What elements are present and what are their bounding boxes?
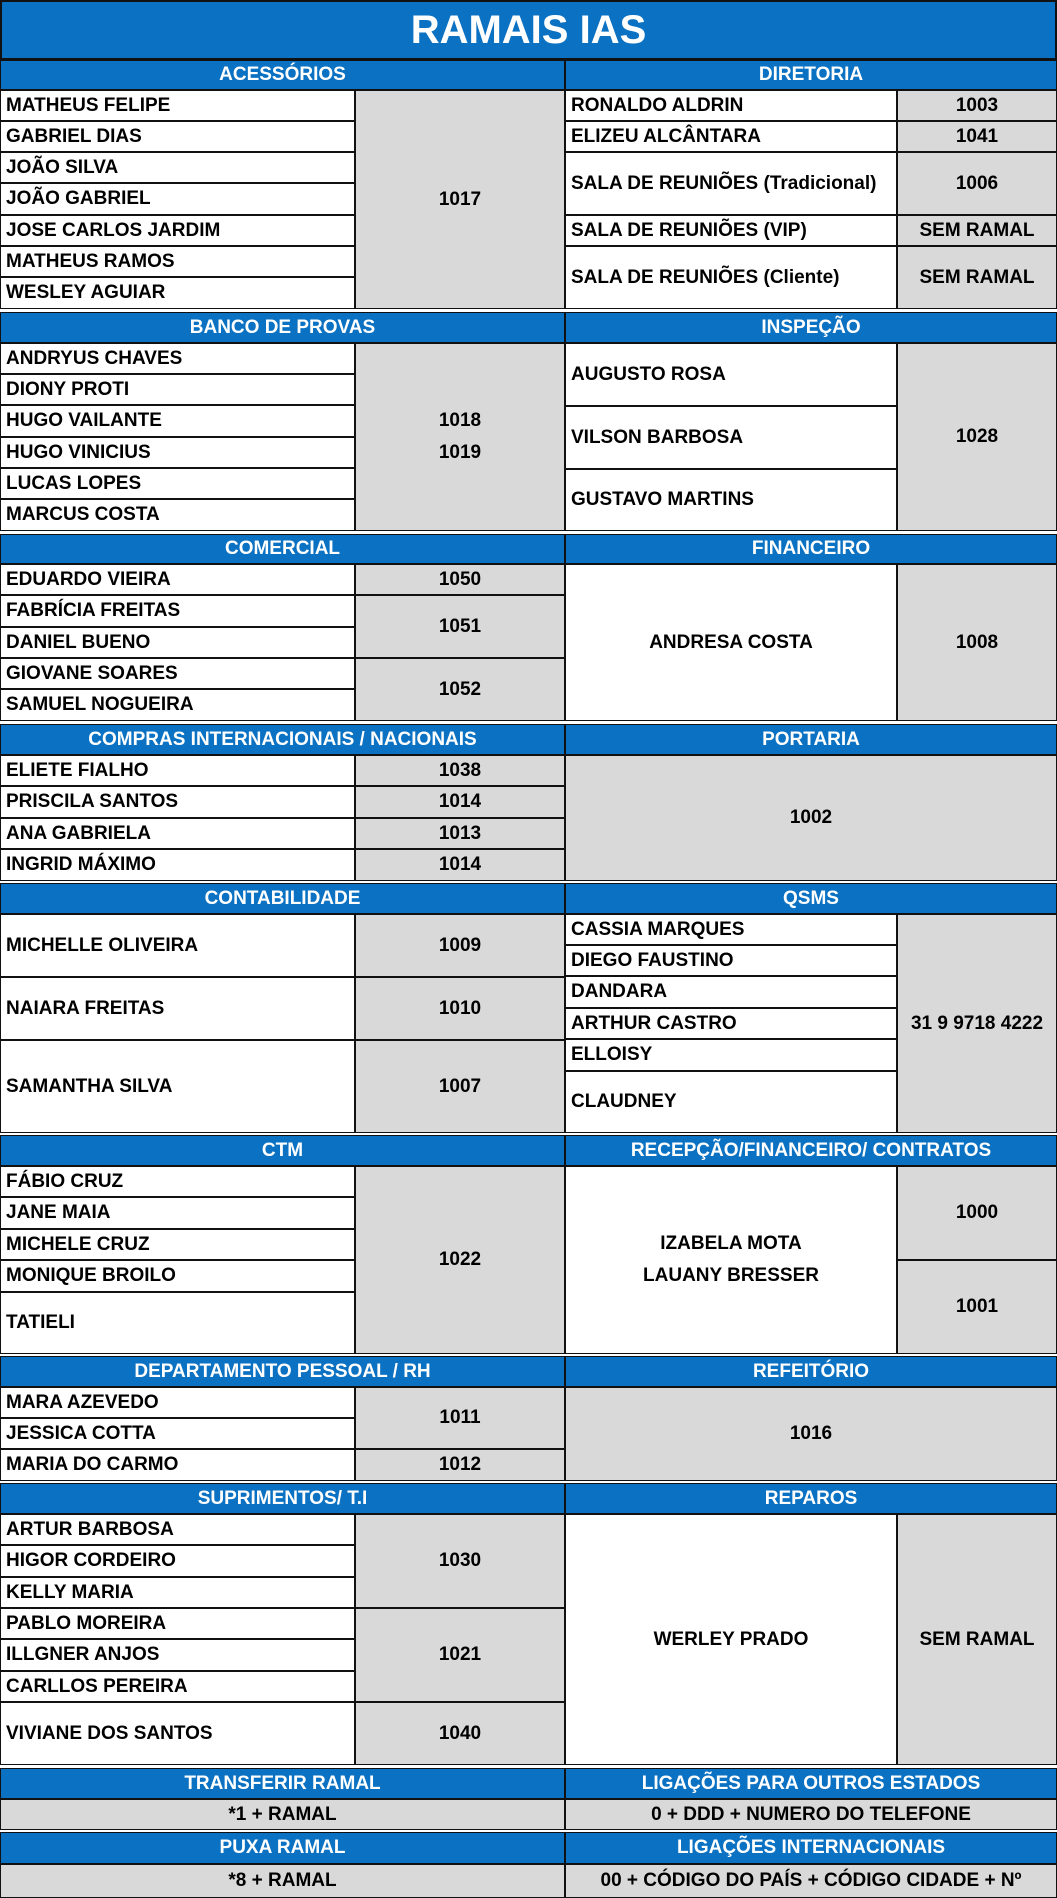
extension-number: 1002 [565, 755, 1057, 881]
employee-name: ELIETE FIALHO [0, 755, 355, 786]
employee-name: EDUARDO VIEIRA [0, 564, 355, 595]
footer-header-puxa-ramal: PUXA RAMAL [0, 1832, 565, 1864]
extension-number: 1050 [355, 564, 565, 595]
extension-number: 1040 [355, 1702, 565, 1765]
employee-name: ARTUR BARBOSA [0, 1514, 355, 1545]
extension-number: 1014 [355, 849, 565, 881]
section-header-reparos: REPAROS [565, 1483, 1057, 1514]
employee-name: MICHELLE OLIVEIRA [0, 914, 355, 977]
footer-instruction-puxa: *8 + RAMAL [0, 1864, 565, 1898]
extension-group [355, 343, 565, 531]
extension-number: 1017 [355, 90, 565, 309]
employee-name: ANA GABRIELA [0, 818, 355, 849]
employee-name: GUSTAVO MARTINS [565, 469, 897, 531]
employee-name: HUGO VAILANTE [0, 405, 355, 437]
employee-names [565, 1166, 897, 1354]
employee-name: PABLO MOREIRA [0, 1608, 355, 1639]
employee-name: INGRID MÁXIMO [0, 849, 355, 881]
employee-name: ARTHUR CASTRO [565, 1008, 897, 1039]
extension-number: 1000 [897, 1166, 1057, 1260]
employee-name: MARCUS COSTA [0, 499, 355, 531]
employee-name: DIONY PROTI [0, 374, 355, 405]
employee-name: JANE MAIA [0, 1197, 355, 1229]
section-header-dp-rh: DEPARTAMENTO PESSOAL / RH [0, 1356, 565, 1387]
footer-header-internacionais: LIGAÇÕES INTERNACIONAIS [565, 1832, 1057, 1864]
extension-number: SEM RAMAL [897, 246, 1057, 309]
footer-instruction-outros-estados: 0 + DDD + NUMERO DO TELEFONE [565, 1799, 1057, 1830]
employee-name: HUGO VINICIUS [0, 437, 355, 468]
extension-number: 1021 [355, 1608, 565, 1702]
employee-name: VILSON BARBOSA [565, 406, 897, 469]
extension-number: 1008 [897, 564, 1057, 721]
employee-name: RONALDO ALDRIN [565, 90, 897, 121]
extension-number: 1051 [355, 595, 565, 658]
employee-name: DIEGO FAUSTINO [565, 945, 897, 976]
employee-name: LAUANY BRESSER [643, 1265, 819, 1286]
room-name: SALA DE REUNIÕES (VIP) [565, 215, 897, 246]
employee-name: NAIARA FREITAS [0, 977, 355, 1040]
extension-number: 1041 [897, 121, 1057, 152]
footer-instruction-internacionais: 00 + CÓDIGO DO PAÍS + CÓDIGO CIDADE + Nº [565, 1864, 1057, 1898]
section-header-qsms: QSMS [565, 883, 1057, 914]
section-header-inspecao: INSPEÇÃO [565, 312, 1057, 343]
section-header-banco-de-provas: BANCO DE PROVAS [0, 312, 565, 343]
employee-name: LUCAS LOPES [0, 468, 355, 499]
page-title: RAMAIS IAS [0, 0, 1057, 60]
employee-name: ILLGNER ANJOS [0, 1639, 355, 1671]
employee-name: FÁBIO CRUZ [0, 1166, 355, 1197]
employee-name: MATHEUS RAMOS [0, 246, 355, 277]
section-header-diretoria: DIRETORIA [565, 60, 1057, 90]
extension-number: 1028 [897, 343, 1057, 531]
employee-name: ANDRYUS CHAVES [0, 343, 355, 374]
employee-name: ELLOISY [565, 1039, 897, 1071]
phone-number: 31 9 9718 4222 [897, 914, 1057, 1133]
section-header-comercial: COMERCIAL [0, 534, 565, 564]
employee-name: JOÃO GABRIEL [0, 183, 355, 215]
employee-name: TATIELI [0, 1292, 355, 1354]
employee-name: MARA AZEVEDO [0, 1387, 355, 1418]
extension-number: SEM RAMAL [897, 1514, 1057, 1765]
extension-number: 1022 [355, 1166, 565, 1354]
extension-number: 1018 [438, 410, 482, 431]
section-header-ctm: CTM [0, 1135, 565, 1166]
employee-name: CASSIA MARQUES [565, 914, 897, 945]
employee-name: DANIEL BUENO [0, 627, 355, 658]
extension-number: 1006 [897, 152, 1057, 215]
employee-name: DANDARA [565, 976, 897, 1008]
extension-number: 1052 [355, 658, 565, 721]
footer-header-transferir-ramal: TRANSFERIR RAMAL [0, 1768, 565, 1799]
section-header-portaria: PORTARIA [565, 724, 1057, 755]
employee-name: AUGUSTO ROSA [565, 343, 897, 406]
employee-name: WERLEY PRADO [565, 1514, 897, 1765]
employee-name: MICHELE CRUZ [0, 1229, 355, 1260]
section-header-suprimentos: SUPRIMENTOS/ T.I [0, 1483, 565, 1514]
extension-number: 1001 [897, 1260, 1057, 1354]
extension-number: SEM RAMAL [897, 215, 1057, 246]
employee-name: CLAUDNEY [565, 1071, 897, 1133]
employee-name: JOSE CARLOS JARDIM [0, 215, 355, 246]
employee-name: ANDRESA COSTA [565, 564, 897, 721]
section-header-refeitorio: REFEITÓRIO [565, 1356, 1057, 1387]
extension-number: 1038 [355, 755, 565, 786]
section-header-contabilidade: CONTABILIDADE [0, 883, 565, 914]
employee-name: MARIA DO CARMO [0, 1449, 355, 1481]
extension-number: 1012 [355, 1449, 565, 1481]
extension-number: 1007 [355, 1040, 565, 1133]
employee-name: VIVIANE DOS SANTOS [0, 1702, 355, 1765]
employee-name: GABRIEL DIAS [0, 121, 355, 152]
extension-number: 1011 [355, 1387, 565, 1449]
extension-number: 1003 [897, 90, 1057, 121]
employee-name: ELIZEU ALCÂNTARA [565, 121, 897, 152]
employee-name: MONIQUE BROILO [0, 1260, 355, 1292]
employee-name: GIOVANE SOARES [0, 658, 355, 689]
extension-number: 1016 [565, 1387, 1057, 1481]
employee-name: CARLLOS PEREIRA [0, 1671, 355, 1702]
extension-number: 1013 [355, 818, 565, 849]
footer-header-outros-estados: LIGAÇÕES PARA OUTROS ESTADOS [565, 1768, 1057, 1799]
employee-name: WESLEY AGUIAR [0, 277, 355, 309]
employee-name: JOÃO SILVA [0, 152, 355, 183]
section-header-compras: COMPRAS INTERNACIONAIS / NACIONAIS [0, 724, 565, 755]
room-name: SALA DE REUNIÕES (Cliente) [565, 246, 897, 309]
employee-name: SAMUEL NOGUEIRA [0, 689, 355, 721]
employee-name: JESSICA COTTA [0, 1418, 355, 1449]
section-header-financeiro: FINANCEIRO [565, 534, 1057, 564]
employee-name: FABRÍCIA FREITAS [0, 595, 355, 627]
employee-name: IZABELA MOTA [660, 1233, 802, 1254]
section-header-acessorios: ACESSÓRIOS [0, 60, 565, 90]
employee-name: MATHEUS FELIPE [0, 90, 355, 121]
extension-number: 1010 [355, 977, 565, 1040]
extension-number: 1019 [438, 442, 482, 463]
extension-number: 1030 [355, 1514, 565, 1608]
employee-name: PRISCILA SANTOS [0, 786, 355, 818]
employee-name: HIGOR CORDEIRO [0, 1545, 355, 1577]
section-header-recepcao: RECEPÇÃO/FINANCEIRO/ CONTRATOS [565, 1135, 1057, 1166]
employee-name: SAMANTHA SILVA [0, 1040, 355, 1133]
room-name: SALA DE REUNIÕES (Tradicional) [565, 152, 897, 215]
employee-name: KELLY MARIA [0, 1577, 355, 1608]
extension-number: 1014 [355, 786, 565, 818]
extension-number: 1009 [355, 914, 565, 977]
footer-instruction-transferir: *1 + RAMAL [0, 1799, 565, 1830]
